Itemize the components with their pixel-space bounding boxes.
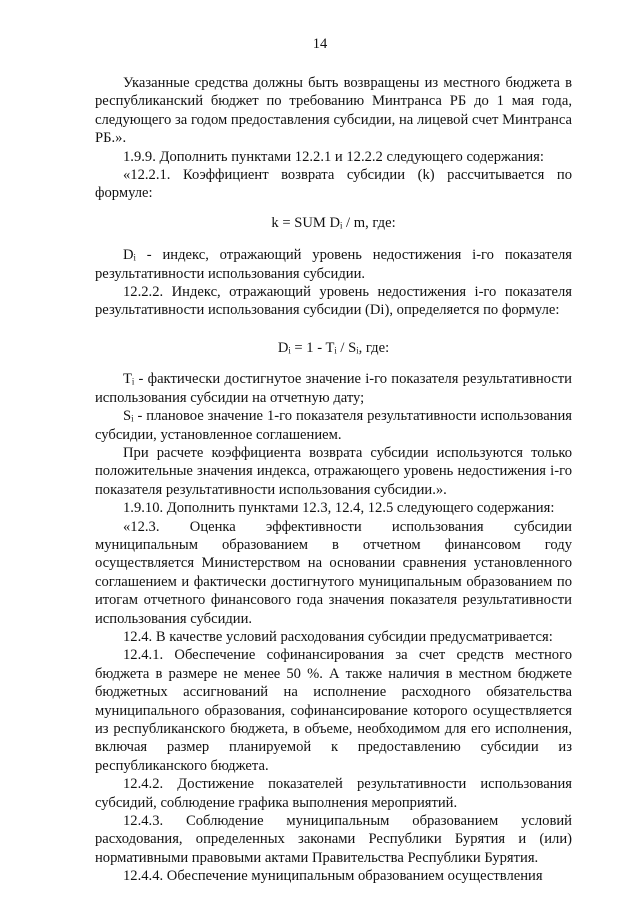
paragraph-12-4-3: 12.4.3. Соблюдение муниципальным образованием условий расходования, определенных законами Республики Бурятия и (или) нормативными правовыми актами Правительства Республики Бурятия. xyxy=(95,813,572,866)
paragraph-12-4-4: 12.4.4. Обеспечение муниципальным образованием осуществления xyxy=(123,868,543,885)
paragraph-1-9-9: 1.9.9. Дополнить пунктами 12.2.1 и 12.2.2 следующего содержания: xyxy=(123,148,544,165)
paragraph-di-definition: Dᵢ - индекс, отражающий уровень недостижения i-го показателя результативности использования субсидии. xyxy=(95,247,572,282)
paragraph-12-4-2: 12.4.2. Достижение показателей результативности использования субсидий, соблюдение графика выполнения мероприятий. xyxy=(95,776,572,811)
paragraph-12-2-1: «12.2.1. Коэффициент возврата субсидии (k) рассчитывается по формуле: xyxy=(95,167,572,202)
page-number: 14 xyxy=(312,36,328,52)
paragraph-12-2-2: 12.2.2. Индекс, отражающий уровень недостижения i-го показателя результативности использования субсидии (Di), определяется по формуле: xyxy=(95,284,572,319)
paragraph-1-9-10: 1.9.10. Дополнить пунктами 12.3, 12.4, 12.5 следующего содержания: xyxy=(123,500,555,517)
formula-di: Dᵢ = 1 - Tᵢ / Sᵢ, где: xyxy=(277,339,390,356)
paragraph-si-definition: Sᵢ - плановое значение 1-го показателя результативности использования субсидии, установленное соглашением. xyxy=(95,408,572,443)
paragraph-refund-terms: Указанные средства должны быть возвращены из местного бюджета в республиканский бюджет по требованию Минтранса РБ до 1 мая года, следующего за годом предоставления субсидии, на лицевой счет Минтранса РБ.». xyxy=(95,75,572,147)
formula-k: k = SUM Dᵢ / m, где: xyxy=(271,214,396,231)
paragraph-12-3: «12.3. Оценка эффективности использования субсидии муниципальным образованием в отчетном финансовом году осуществляется Министерством на основании сравнения установленного соглашением и фактически достигнутого муниципальным образованием по итогам отчетного финансового года значения показателя результативности использования субсидии. xyxy=(95,518,572,627)
paragraph-12-4: 12.4. В качестве условий расходования субсидии предусматривается: xyxy=(123,628,553,645)
paragraph-positive-values: При расчете коэффициента возврата субсидии используются только положительные значения индекса, отражающего уровень недостижения i-го показателя результативности использования субсидии.». xyxy=(95,444,572,498)
paragraph-12-4-1: 12.4.1. Обеспечение софинансирования за счет средств местного бюджета в размере не менее 50 %. А также наличия в местном бюджете бюджетных ассигнований на исполнение расходного обязательства муниципального образования, софинансирование которого осуществляется из республиканского бюджета, в объеме, необходимом для его исполнения, включая размер планируемой к предоставлению субсидии из республиканского бюджета. xyxy=(95,647,572,774)
paragraph-ti-definition: Tᵢ - фактически достигнутое значение i-го показателя результативности использования субсидии на отчетную дату; xyxy=(95,371,572,406)
document-body xyxy=(95,74,572,886)
